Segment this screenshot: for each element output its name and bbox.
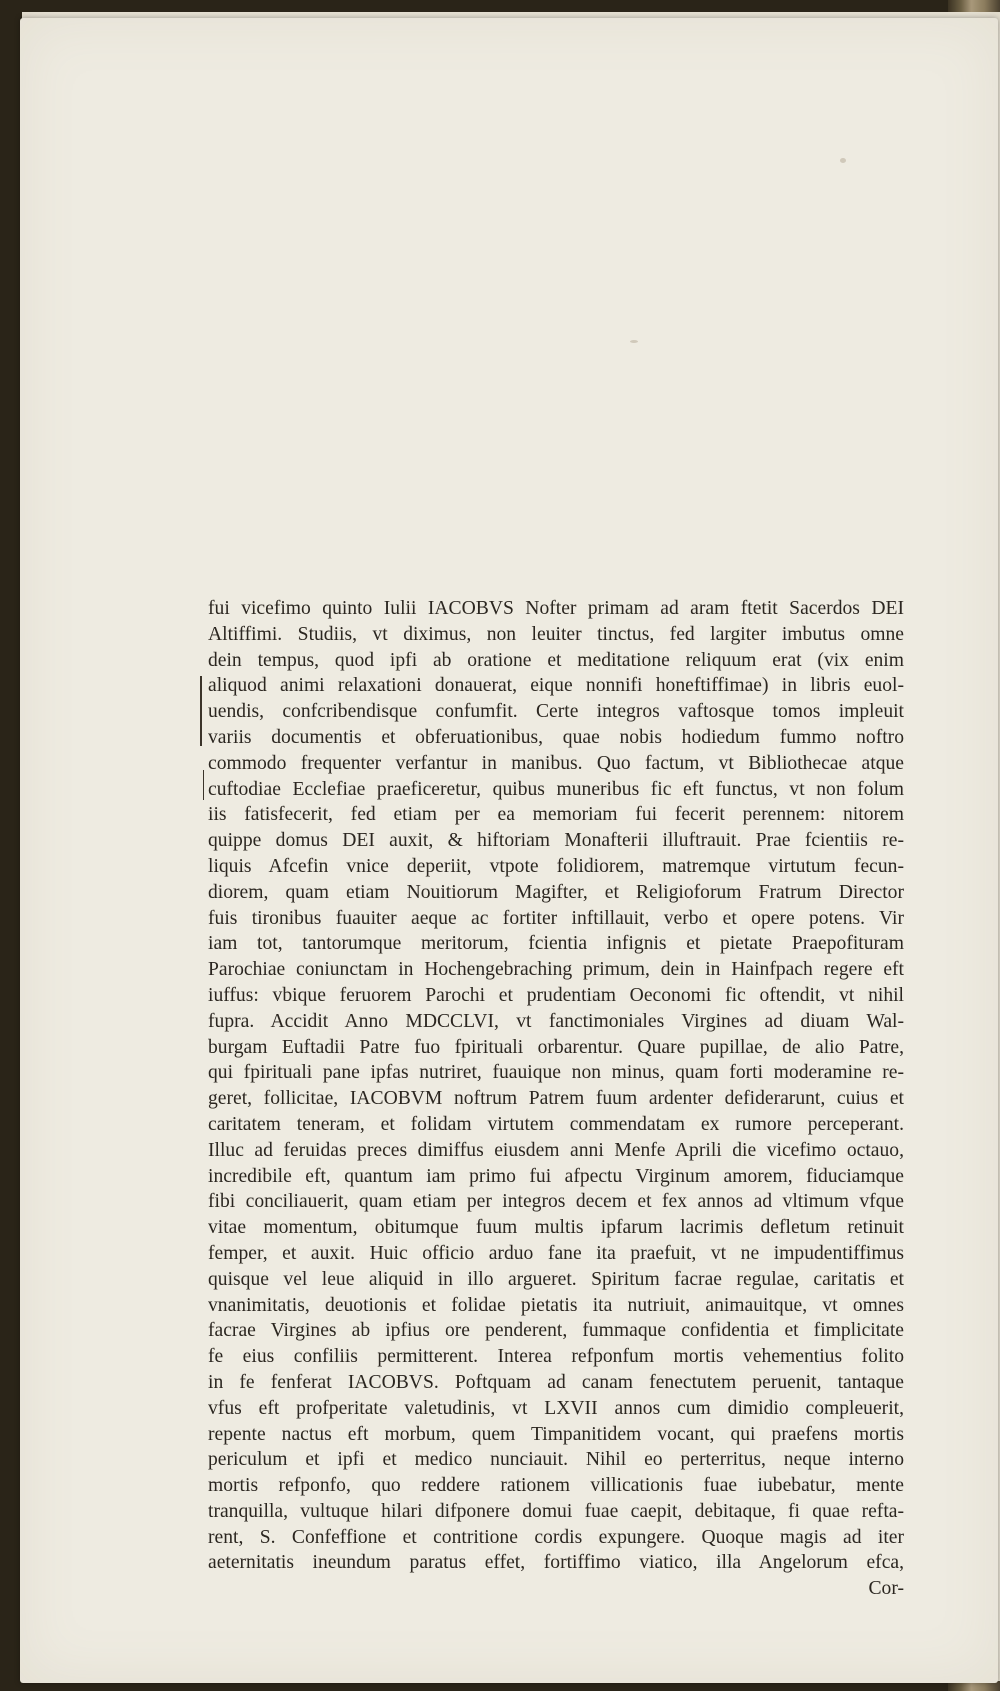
text-line: diorem, quam etiam Nouitiorum Magifter, et Religioforum Fratrum Director: [208, 881, 904, 903]
text-line: repente nactus eft morbum, quem Timpanitidem vocant, qui praefens mortis: [208, 1423, 904, 1445]
text-line: Parochiae coniunctam in Hochengebraching primum, dein in Hainfpach regere eft: [208, 959, 904, 981]
text-line: variis documentis et obferuationibus, quae nobis hodiedum fummo noftro: [208, 726, 904, 748]
text-line: femper, et auxit. Huic officio arduo fane ita praefuit, vt ne impudentiffimus: [208, 1242, 904, 1264]
body-text: [208, 596, 904, 1602]
text-line: vitae momentum, obitumque fuum multis ipfarum lacrimis defletum retinuit: [208, 1217, 904, 1239]
text-line: iam tot, tantorumque meritorum, fcientia infignis et pietate Praepofituram: [208, 933, 904, 955]
text-line: mortis refponfo, quo reddere rationem villicationis fuae iubebatur, mente: [208, 1475, 904, 1497]
text-line: fibi conciliauerit, quam etiam per integros decem et fex annos ad vltimum vfque: [208, 1191, 904, 1213]
text-line: fupra. Accidit Anno MDCCLVI, vt fanctimoniales Virgines ad diuam Wal-: [208, 1010, 904, 1032]
text-line: qui fpirituali pane ipfas nutriret, fuauique non minus, quam forti moderamine re-: [208, 1062, 904, 1084]
text-line: vnanimitatis, deuotionis et folidae pietatis ita nutriuit, animauitque, vt omnes: [208, 1294, 904, 1316]
paper-stain: [630, 340, 638, 343]
text-line: fuis tironibus fuauiter aeque ac fortiter inftillauit, verbo et opere potens. Vir: [208, 907, 904, 929]
text-line: rent, S. Confeffione et contritione cordis expungere. Quoque magis ad iter: [208, 1526, 904, 1548]
text-line: geret, follicitae, IACOBVM noftrum Patrem fuum ardenter defiderarunt, cuius et: [208, 1088, 904, 1110]
text-line: caritatem teneram, et folidam virtutem commendatam ex rumore perceperant.: [208, 1113, 904, 1135]
catchword: Cor-: [868, 1578, 904, 1600]
margin-line-mark: [203, 770, 204, 800]
text-line: quippe domus DEI auxit, & hiftoriam Monafterii illuftrauit. Prae fcientiis re-: [208, 830, 904, 852]
text-line: fui vicefimo quinto Iulii IACOBVS Nofter primam ad aram ftetit Sacerdos DEI: [208, 598, 904, 619]
text-line: vfus eft profperitate valetudinis, vt LXVII annos cum dimidio compleuerit,: [208, 1397, 904, 1419]
text-line: in fe fenferat IACOBVS. Poftquam ad canam fenectutem peruenit, tantaque: [208, 1371, 904, 1393]
text-line: commodo frequenter verfantur in manibus. Quo factum, vt Bibliothecae atque: [208, 752, 904, 774]
text-line: liquis Afcefin vnice deperiit, vtpote folidiorem, matremque virtutum fecun-: [208, 855, 904, 877]
text-line: cuftodiae Ecclefiae praeficeretur, quibus muneribus fic eft functus, vt non folum: [208, 778, 904, 800]
text-line: dein tempus, quod ipfi ab oratione et meditatione reliquum erat (vix enim: [208, 649, 904, 671]
margin-line-mark: [200, 676, 202, 746]
text-line: uendis, confcribendisque confumfit. Certe integros vaftosque tomos impleuit: [208, 701, 904, 723]
text-line: aeternitatis ineundum paratus effet, fortiffimo viatico, illa Angelorum efca,: [208, 1552, 904, 1574]
text-line: aliquod animi relaxationi donauerat, eique nonnifi honeftiffimae) in libris euol-: [208, 675, 904, 697]
text-line: iis fatisfecerit, fed etiam per ea memoriam fui fecerit perennem: nitorem: [208, 804, 904, 826]
text-line: burgam Euftadii Patre fuo fpirituali orbarentur. Quare pupillae, de alio Patre,: [208, 1036, 904, 1058]
text-line: incredibile eft, quantum iam primo fui afpectu Virginum amorem, fiduciamque: [208, 1165, 904, 1187]
text-line: quisque vel leue aliquid in illo argueret. Spiritum facrae regulae, caritatis et: [208, 1268, 904, 1290]
text-line: Altiffimi. Studiis, vt diximus, non leuiter tinctus, fed largiter imbutus omne: [208, 623, 904, 645]
text-line: facrae Virgines ab ipfius ore penderent, fummaque confidentia et fimplicitate: [208, 1320, 904, 1342]
text-line: periculum et ipfi et medico nunciauit. Nihil eo perterritus, neque interno: [208, 1449, 904, 1471]
text-line: fe eius confiliis permitterent. Interea refponfum mortis vehementius folito: [208, 1346, 904, 1368]
text-line: tranquilla, vultuque hilari difponere domui fuae caepit, debitaque, fi quae refta-: [208, 1500, 904, 1522]
text-line: iuffus: vbique feruorem Parochi et prudentiam Oeconomi fic oftendit, vt nihil: [208, 984, 904, 1006]
paper-stain: [840, 158, 846, 163]
text-line: Illuc ad feruidas preces dimiffus eiusdem anni Menfe Aprili die vicefimo octauo,: [208, 1139, 904, 1161]
